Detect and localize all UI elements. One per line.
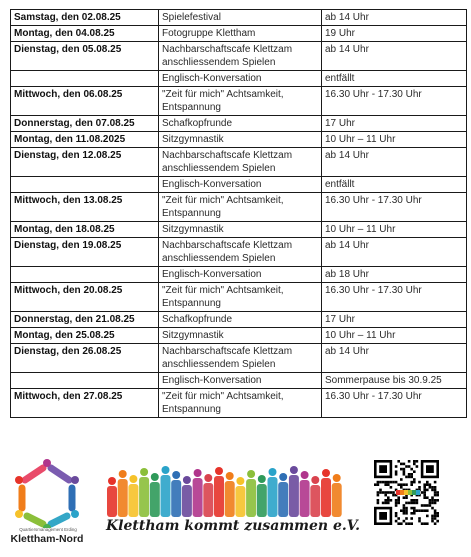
person-figure — [161, 466, 171, 517]
time-cell — [322, 132, 467, 148]
activity-cell — [159, 26, 322, 42]
date-cell — [11, 267, 159, 283]
date-cell — [11, 344, 159, 373]
cell-text: anschliessendem Spielen — [162, 253, 276, 264]
person-figure — [246, 470, 256, 517]
time-cell — [322, 10, 467, 26]
date-cell — [11, 238, 159, 267]
cell-text: Sitzgymnastik — [162, 330, 224, 341]
table-row — [11, 344, 467, 373]
table-row — [11, 267, 467, 283]
date-cell — [11, 116, 159, 132]
cell-text: Montag, den 04.08.25 — [14, 28, 115, 39]
date-cell — [11, 193, 159, 222]
cell-text: Donnerstag, den 07.08.25 — [14, 118, 135, 129]
table-row — [11, 132, 467, 148]
cell-text: Samstag, den 02.08.25 — [14, 12, 121, 23]
schedule-body — [11, 10, 467, 418]
person-figure — [150, 473, 160, 517]
activity-cell — [159, 283, 322, 312]
person-figure — [193, 469, 203, 517]
activity-cell — [159, 10, 322, 26]
cell-text: ab 14 Uhr — [325, 240, 369, 251]
cell-text: Mittwoch, den 27.08.25 — [14, 391, 123, 402]
activity-cell — [159, 312, 322, 328]
cell-text: 10 Uhr – 11 Uhr — [325, 330, 396, 341]
person-figure — [203, 474, 213, 517]
date-cell — [11, 87, 159, 116]
time-cell — [322, 87, 467, 116]
table-row — [11, 87, 467, 116]
cell-text: 16.30 Uhr - 17.30 Uhr — [325, 195, 422, 206]
table-row — [11, 10, 467, 26]
people-circle-icon — [6, 458, 88, 528]
cell-text: ab 14 Uhr — [325, 12, 369, 23]
time-cell — [322, 42, 467, 71]
cell-text: Schafkopfrunde — [162, 314, 233, 325]
cell-text: ab 14 Uhr — [325, 346, 369, 357]
person-figure — [310, 476, 320, 517]
time-cell — [322, 344, 467, 373]
person-figure — [107, 477, 117, 517]
date-cell — [11, 26, 159, 42]
cell-text: Mittwoch, den 20.08.25 — [14, 285, 123, 296]
activity-cell — [159, 116, 322, 132]
person-figure — [289, 466, 299, 517]
cell-text: ab 18 Uhr — [325, 269, 369, 280]
date-cell — [11, 222, 159, 238]
cell-text: Entspannung — [162, 298, 221, 309]
cell-text: Entspannung — [162, 102, 221, 113]
time-cell — [322, 148, 467, 177]
cell-text: 17 Uhr — [325, 118, 356, 129]
slogan: Klettham kommt zusammen e.V. — [106, 518, 361, 534]
time-cell — [322, 389, 467, 418]
cell-text: ab 14 Uhr — [325, 150, 369, 161]
cell-text: entfällt — [325, 179, 355, 190]
person-figure — [139, 468, 149, 517]
table-row — [11, 71, 467, 87]
person-figure — [128, 475, 138, 517]
date-cell — [11, 328, 159, 344]
schedule-table — [10, 9, 467, 418]
logo-name: Klettham-Nord — [10, 533, 84, 545]
table-row — [11, 328, 467, 344]
quartiersmanagement-logo — [6, 458, 88, 548]
activity-cell — [159, 373, 322, 389]
cell-text: Nachbarschaftscafe Klettzam — [162, 44, 293, 55]
cell-text: anschliessendem Spielen — [162, 359, 276, 370]
table-row — [11, 373, 467, 389]
person-figure — [225, 472, 235, 517]
activity-cell — [159, 42, 322, 71]
cell-text: "Zeit für mich" Achtsamkeit, — [162, 195, 284, 206]
cell-text: Englisch-Konversation — [162, 73, 262, 84]
person-figure — [332, 474, 342, 517]
person-figure — [300, 471, 310, 517]
table-row — [11, 148, 467, 177]
activity-cell — [159, 267, 322, 283]
person-figure — [182, 476, 192, 517]
cell-text: Schafkopfrunde — [162, 118, 233, 129]
cell-text: Dienstag, den 19.08.25 — [14, 240, 122, 251]
cell-text: Montag, den 25.08.25 — [14, 330, 115, 341]
cell-text: "Zeit für mich" Achtsamkeit, — [162, 89, 284, 100]
time-cell — [322, 193, 467, 222]
activity-cell — [159, 344, 322, 373]
cell-text: ab 14 Uhr — [325, 44, 369, 55]
person-figure — [257, 475, 267, 517]
person-figure — [321, 469, 331, 517]
cell-text: 16.30 Uhr - 17.30 Uhr — [325, 89, 422, 100]
activity-cell — [159, 328, 322, 344]
person-figure — [171, 471, 181, 517]
cell-text: Nachbarschaftscafe Klettzam — [162, 150, 293, 161]
cell-text: 16.30 Uhr - 17.30 Uhr — [325, 285, 422, 296]
date-cell — [11, 373, 159, 389]
cell-text: Spielefestival — [162, 12, 221, 23]
date-cell — [11, 283, 159, 312]
cell-text: Sitzgymnastik — [162, 224, 224, 235]
table-row — [11, 26, 467, 42]
cell-text: 19 Uhr — [325, 28, 356, 39]
cell-text: Englisch-Konversation — [162, 375, 262, 386]
table-row — [11, 116, 467, 132]
date-cell — [11, 389, 159, 418]
qr-code-icon — [374, 460, 440, 536]
cell-text: Dienstag, den 26.08.25 — [14, 346, 122, 357]
cell-text: Sommerpause bis 30.9.25 — [325, 375, 442, 386]
activity-cell — [159, 389, 322, 418]
person-figure — [214, 467, 224, 517]
activity-cell — [159, 193, 322, 222]
cell-text: Entspannung — [162, 208, 221, 219]
activity-cell — [159, 238, 322, 267]
table-row — [11, 193, 467, 222]
table-row — [11, 283, 467, 312]
cell-text: entfällt — [325, 73, 355, 84]
date-cell — [11, 132, 159, 148]
person-figure — [268, 468, 278, 517]
date-cell — [11, 148, 159, 177]
date-cell — [11, 177, 159, 193]
cell-text: Mittwoch, den 06.08.25 — [14, 89, 123, 100]
cell-text: "Zeit für mich" Achtsamkeit, — [162, 285, 284, 296]
crowd-illustration — [106, 457, 350, 517]
time-cell — [322, 222, 467, 238]
activity-cell — [159, 177, 322, 193]
time-cell — [322, 116, 467, 132]
date-cell — [11, 312, 159, 328]
time-cell — [322, 283, 467, 312]
activity-cell — [159, 87, 322, 116]
date-cell — [11, 10, 159, 26]
cell-text: Fotogruppe Klettham — [162, 28, 256, 39]
time-cell — [322, 373, 467, 389]
cell-text: 16.30 Uhr - 17.30 Uhr — [325, 391, 422, 402]
cell-text: Nachbarschaftscafe Klettzam — [162, 240, 293, 251]
table-row — [11, 312, 467, 328]
cell-text: Dienstag, den 12.08.25 — [14, 150, 122, 161]
table-row — [11, 42, 467, 71]
activity-cell — [159, 222, 322, 238]
activity-cell — [159, 148, 322, 177]
cell-text: Mittwoch, den 13.08.25 — [14, 195, 123, 206]
cell-text: Montag, den 11.08.2025 — [14, 134, 126, 145]
cell-text: Entspannung — [162, 404, 221, 415]
person-figure — [278, 473, 288, 517]
cell-text: Dienstag, den 05.08.25 — [14, 44, 122, 55]
cell-text: 17 Uhr — [325, 314, 356, 325]
cell-text: Englisch-Konversation — [162, 269, 262, 280]
cell-text: anschliessendem Spielen — [162, 57, 276, 68]
cell-text: Nachbarschaftscafe Klettzam — [162, 346, 293, 357]
time-cell — [322, 312, 467, 328]
time-cell — [322, 26, 467, 42]
cell-text: anschliessendem Spielen — [162, 163, 276, 174]
time-cell — [322, 177, 467, 193]
table-row — [11, 389, 467, 418]
date-cell — [11, 71, 159, 87]
logo-subtitle: Quartiersmanagement Erding — [19, 527, 77, 532]
cell-text: Englisch-Konversation — [162, 179, 262, 190]
time-cell — [322, 267, 467, 283]
time-cell — [322, 71, 467, 87]
date-cell — [11, 42, 159, 71]
activity-cell — [159, 132, 322, 148]
cell-text: Montag, den 18.08.25 — [14, 224, 115, 235]
person-figure — [118, 470, 128, 517]
time-cell — [322, 238, 467, 267]
cell-text: 10 Uhr – 11 Uhr — [325, 134, 396, 145]
person-figure — [235, 477, 245, 517]
table-row — [11, 222, 467, 238]
table-row — [11, 238, 467, 267]
table-row — [11, 177, 467, 193]
time-cell — [322, 328, 467, 344]
activity-cell — [159, 71, 322, 87]
cell-text: Sitzgymnastik — [162, 134, 224, 145]
cell-text: 10 Uhr – 11 Uhr — [325, 224, 396, 235]
cell-text: Donnerstag, den 21.08.25 — [14, 314, 135, 325]
cell-text: "Zeit für mich" Achtsamkeit, — [162, 391, 284, 402]
